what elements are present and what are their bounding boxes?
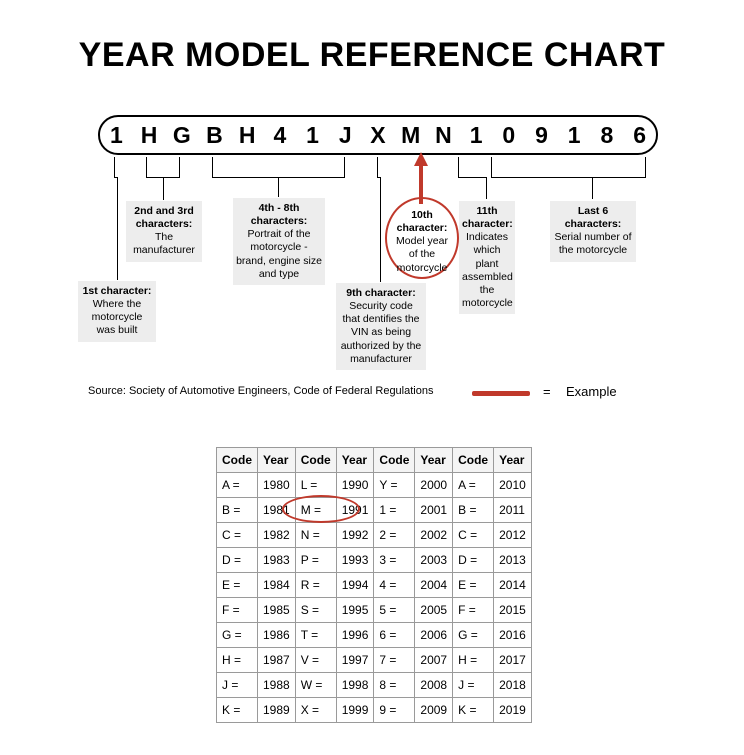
cell-year: 1988 <box>258 673 296 698</box>
page-title: YEAR MODEL REFERENCE CHART <box>78 36 666 74</box>
table-row <box>217 623 532 648</box>
cell-code: H = <box>217 648 258 673</box>
vin-char-16: 8 <box>600 122 614 148</box>
table-row <box>217 498 532 523</box>
cell-code: C = <box>453 523 494 548</box>
cell-code: D = <box>217 548 258 573</box>
table-header-code-2: Code <box>295 448 336 473</box>
cell-code: 2 = <box>374 523 415 548</box>
bracket-last6 <box>491 177 646 178</box>
legend-color-swatch <box>472 391 530 396</box>
table-row <box>217 573 532 598</box>
cell-year: 1982 <box>258 523 296 548</box>
cell-code: W = <box>295 673 336 698</box>
leader-line-3rd <box>179 157 180 177</box>
cell-code: V = <box>295 648 336 673</box>
example-arrow-icon <box>414 152 428 204</box>
callout-11th-heading: 11th character: <box>462 205 513 231</box>
cell-year: 1999 <box>336 698 374 723</box>
leader-line-8th <box>344 157 345 177</box>
cell-year: 2016 <box>494 623 532 648</box>
cell-year: 2003 <box>415 548 453 573</box>
table-header-year-3: Year <box>415 448 453 473</box>
cell-code: D = <box>453 548 494 573</box>
cell-code: G = <box>217 623 258 648</box>
bracket-11th <box>458 177 486 178</box>
vin-char-9: X <box>370 122 386 148</box>
legend-equals-sign: = <box>543 384 551 399</box>
cell-year: 2019 <box>494 698 532 723</box>
table-row <box>217 473 532 498</box>
vin-number-capsule <box>98 115 658 155</box>
callout-2nd-3rd-heading: 2nd and 3rd characters: <box>134 205 194 231</box>
table-row <box>217 548 532 573</box>
cell-year: 2012 <box>494 523 532 548</box>
vin-char-4: B <box>206 122 223 148</box>
vin-char-1: 1 <box>109 122 123 148</box>
table-row <box>217 523 532 548</box>
cell-year: 2009 <box>415 698 453 723</box>
leader-line-last6-end <box>645 157 646 177</box>
callout-10th-body: Model year of the motorcycle <box>396 235 448 274</box>
cell-code: N = <box>295 523 336 548</box>
callout-4th-8th-characters <box>233 198 325 285</box>
cell-year: 1989 <box>258 698 296 723</box>
leader-line-last6-start <box>491 157 492 177</box>
vin-char-6: 4 <box>273 122 287 148</box>
cell-code: 8 = <box>374 673 415 698</box>
callout-4th-8th-body: Portrait of the motorcycle - brand, engine size and type <box>236 228 322 280</box>
cell-year: 2001 <box>415 498 453 523</box>
table-row <box>217 598 532 623</box>
callout-2nd-3rd-body: The manufacturer <box>133 231 195 257</box>
callout-1st-character <box>78 281 156 342</box>
table-row <box>217 673 532 698</box>
callout-last-6-characters <box>550 201 636 262</box>
cell-code: A = <box>217 473 258 498</box>
cell-code: E = <box>453 573 494 598</box>
cell-year: 1980 <box>258 473 296 498</box>
callout-9th-heading: 9th character: <box>346 287 416 299</box>
cell-code: E = <box>217 573 258 598</box>
cell-year: 2005 <box>415 598 453 623</box>
leader-line-1st-down <box>117 177 118 280</box>
cell-code: 5 = <box>374 598 415 623</box>
cell-year: 1993 <box>336 548 374 573</box>
callout-9th-character <box>336 283 426 370</box>
year-code-table <box>216 447 532 723</box>
vin-char-12: 1 <box>469 122 483 148</box>
cell-year: 1985 <box>258 598 296 623</box>
leader-line-2nd-3rd-down <box>163 177 164 200</box>
leader-line-1st <box>114 157 115 177</box>
cell-code: B = <box>217 498 258 523</box>
cell-year: 2000 <box>415 473 453 498</box>
cell-year: 2018 <box>494 673 532 698</box>
callout-9th-body: Security code that dentifies the VIN as being authorized by the manufacturer <box>340 300 422 365</box>
cell-code: P = <box>295 548 336 573</box>
cell-year: 2006 <box>415 623 453 648</box>
callout-last6-body: Serial number of the motorcycle <box>554 231 632 257</box>
source-note: Source: Society of Automotive Engineers, Code of Federal Regulations <box>88 385 434 397</box>
vin-char-10: M <box>401 122 421 148</box>
cell-code: C = <box>217 523 258 548</box>
callout-4th-8th-heading: 4th - 8th characters: <box>250 202 308 228</box>
leader-line-11th <box>458 157 459 177</box>
cell-year: 1992 <box>336 523 374 548</box>
cell-code: H = <box>453 648 494 673</box>
cell-code-highlighted: M = <box>295 498 336 523</box>
vin-char-7: 1 <box>306 122 319 148</box>
cell-code: B = <box>453 498 494 523</box>
cell-year: 1997 <box>336 648 374 673</box>
vin-char-3: G <box>172 122 191 148</box>
cell-year: 2015 <box>494 598 532 623</box>
table-header-code-4: Code <box>453 448 494 473</box>
cell-code: 1 = <box>374 498 415 523</box>
vin-char-11: N <box>435 122 452 148</box>
cell-year: 1996 <box>336 623 374 648</box>
cell-year: 2002 <box>415 523 453 548</box>
cell-year: 1983 <box>258 548 296 573</box>
leader-line-4th <box>212 157 213 177</box>
vin-char-13: 0 <box>502 122 516 148</box>
vin-char-5: H <box>238 122 256 148</box>
cell-year: 1995 <box>336 598 374 623</box>
table-header-year-1: Year <box>258 448 296 473</box>
callout-1st-heading: 1st character: <box>82 285 152 297</box>
callout-11th-body: Indicates which plant assembled the motorcycle <box>462 231 513 309</box>
table-row <box>217 698 532 723</box>
leader-line-2nd <box>146 157 147 177</box>
cell-year: 2004 <box>415 573 453 598</box>
table-header-code-3: Code <box>374 448 415 473</box>
table-header-year-4: Year <box>494 448 532 473</box>
cell-year: 2013 <box>494 548 532 573</box>
cell-code: F = <box>217 598 258 623</box>
leader-line-9th-down <box>380 177 381 282</box>
cell-year: 2014 <box>494 573 532 598</box>
table-header-row <box>217 448 532 473</box>
cell-year: 2010 <box>494 473 532 498</box>
cell-code: J = <box>217 673 258 698</box>
callout-10th-character <box>390 205 454 279</box>
callout-10th-heading: 10th character: <box>396 209 448 235</box>
cell-year-highlighted: 1991 <box>336 498 374 523</box>
cell-year: 2017 <box>494 648 532 673</box>
cell-year: 1984 <box>258 573 296 598</box>
callout-1st-body: Where the motorcycle was built <box>91 298 143 337</box>
cell-code: K = <box>217 698 258 723</box>
cell-code: 6 = <box>374 623 415 648</box>
table-header-code-1: Code <box>217 448 258 473</box>
cell-year: 2008 <box>415 673 453 698</box>
vin-char-2: H <box>140 122 158 148</box>
cell-code: 4 = <box>374 573 415 598</box>
table-header-year-2: Year <box>336 448 374 473</box>
leader-line-11th-down <box>486 177 487 199</box>
callout-2nd-3rd-characters <box>126 201 202 262</box>
cell-year: 2007 <box>415 648 453 673</box>
cell-code: J = <box>453 673 494 698</box>
cell-year: 1990 <box>336 473 374 498</box>
cell-code: L = <box>295 473 336 498</box>
leader-line-9th <box>377 157 378 177</box>
cell-code: F = <box>453 598 494 623</box>
callout-last6-heading: Last 6 characters: <box>564 205 622 231</box>
legend-label: Example <box>566 384 617 399</box>
vin-char-15: 1 <box>567 122 581 148</box>
cell-code: X = <box>295 698 336 723</box>
cell-year: 1981 <box>258 498 296 523</box>
vin-char-17: 6 <box>633 122 646 148</box>
cell-year: 1987 <box>258 648 296 673</box>
cell-code: G = <box>453 623 494 648</box>
callout-11th-character <box>459 201 515 314</box>
leader-line-last6-down <box>592 177 593 199</box>
cell-year: 1994 <box>336 573 374 598</box>
cell-code: Y = <box>374 473 415 498</box>
vin-char-14: 9 <box>535 122 548 148</box>
cell-code: 9 = <box>374 698 415 723</box>
cell-code: S = <box>295 598 336 623</box>
cell-year: 2011 <box>494 498 532 523</box>
table-row <box>217 648 532 673</box>
cell-code: A = <box>453 473 494 498</box>
vin-char-8: J <box>338 122 352 148</box>
cell-code: T = <box>295 623 336 648</box>
cell-code: 7 = <box>374 648 415 673</box>
cell-code: K = <box>453 698 494 723</box>
cell-year: 1998 <box>336 673 374 698</box>
cell-year: 1986 <box>258 623 296 648</box>
cell-code: 3 = <box>374 548 415 573</box>
cell-code: R = <box>295 573 336 598</box>
leader-line-4th-8th-down <box>278 177 279 197</box>
